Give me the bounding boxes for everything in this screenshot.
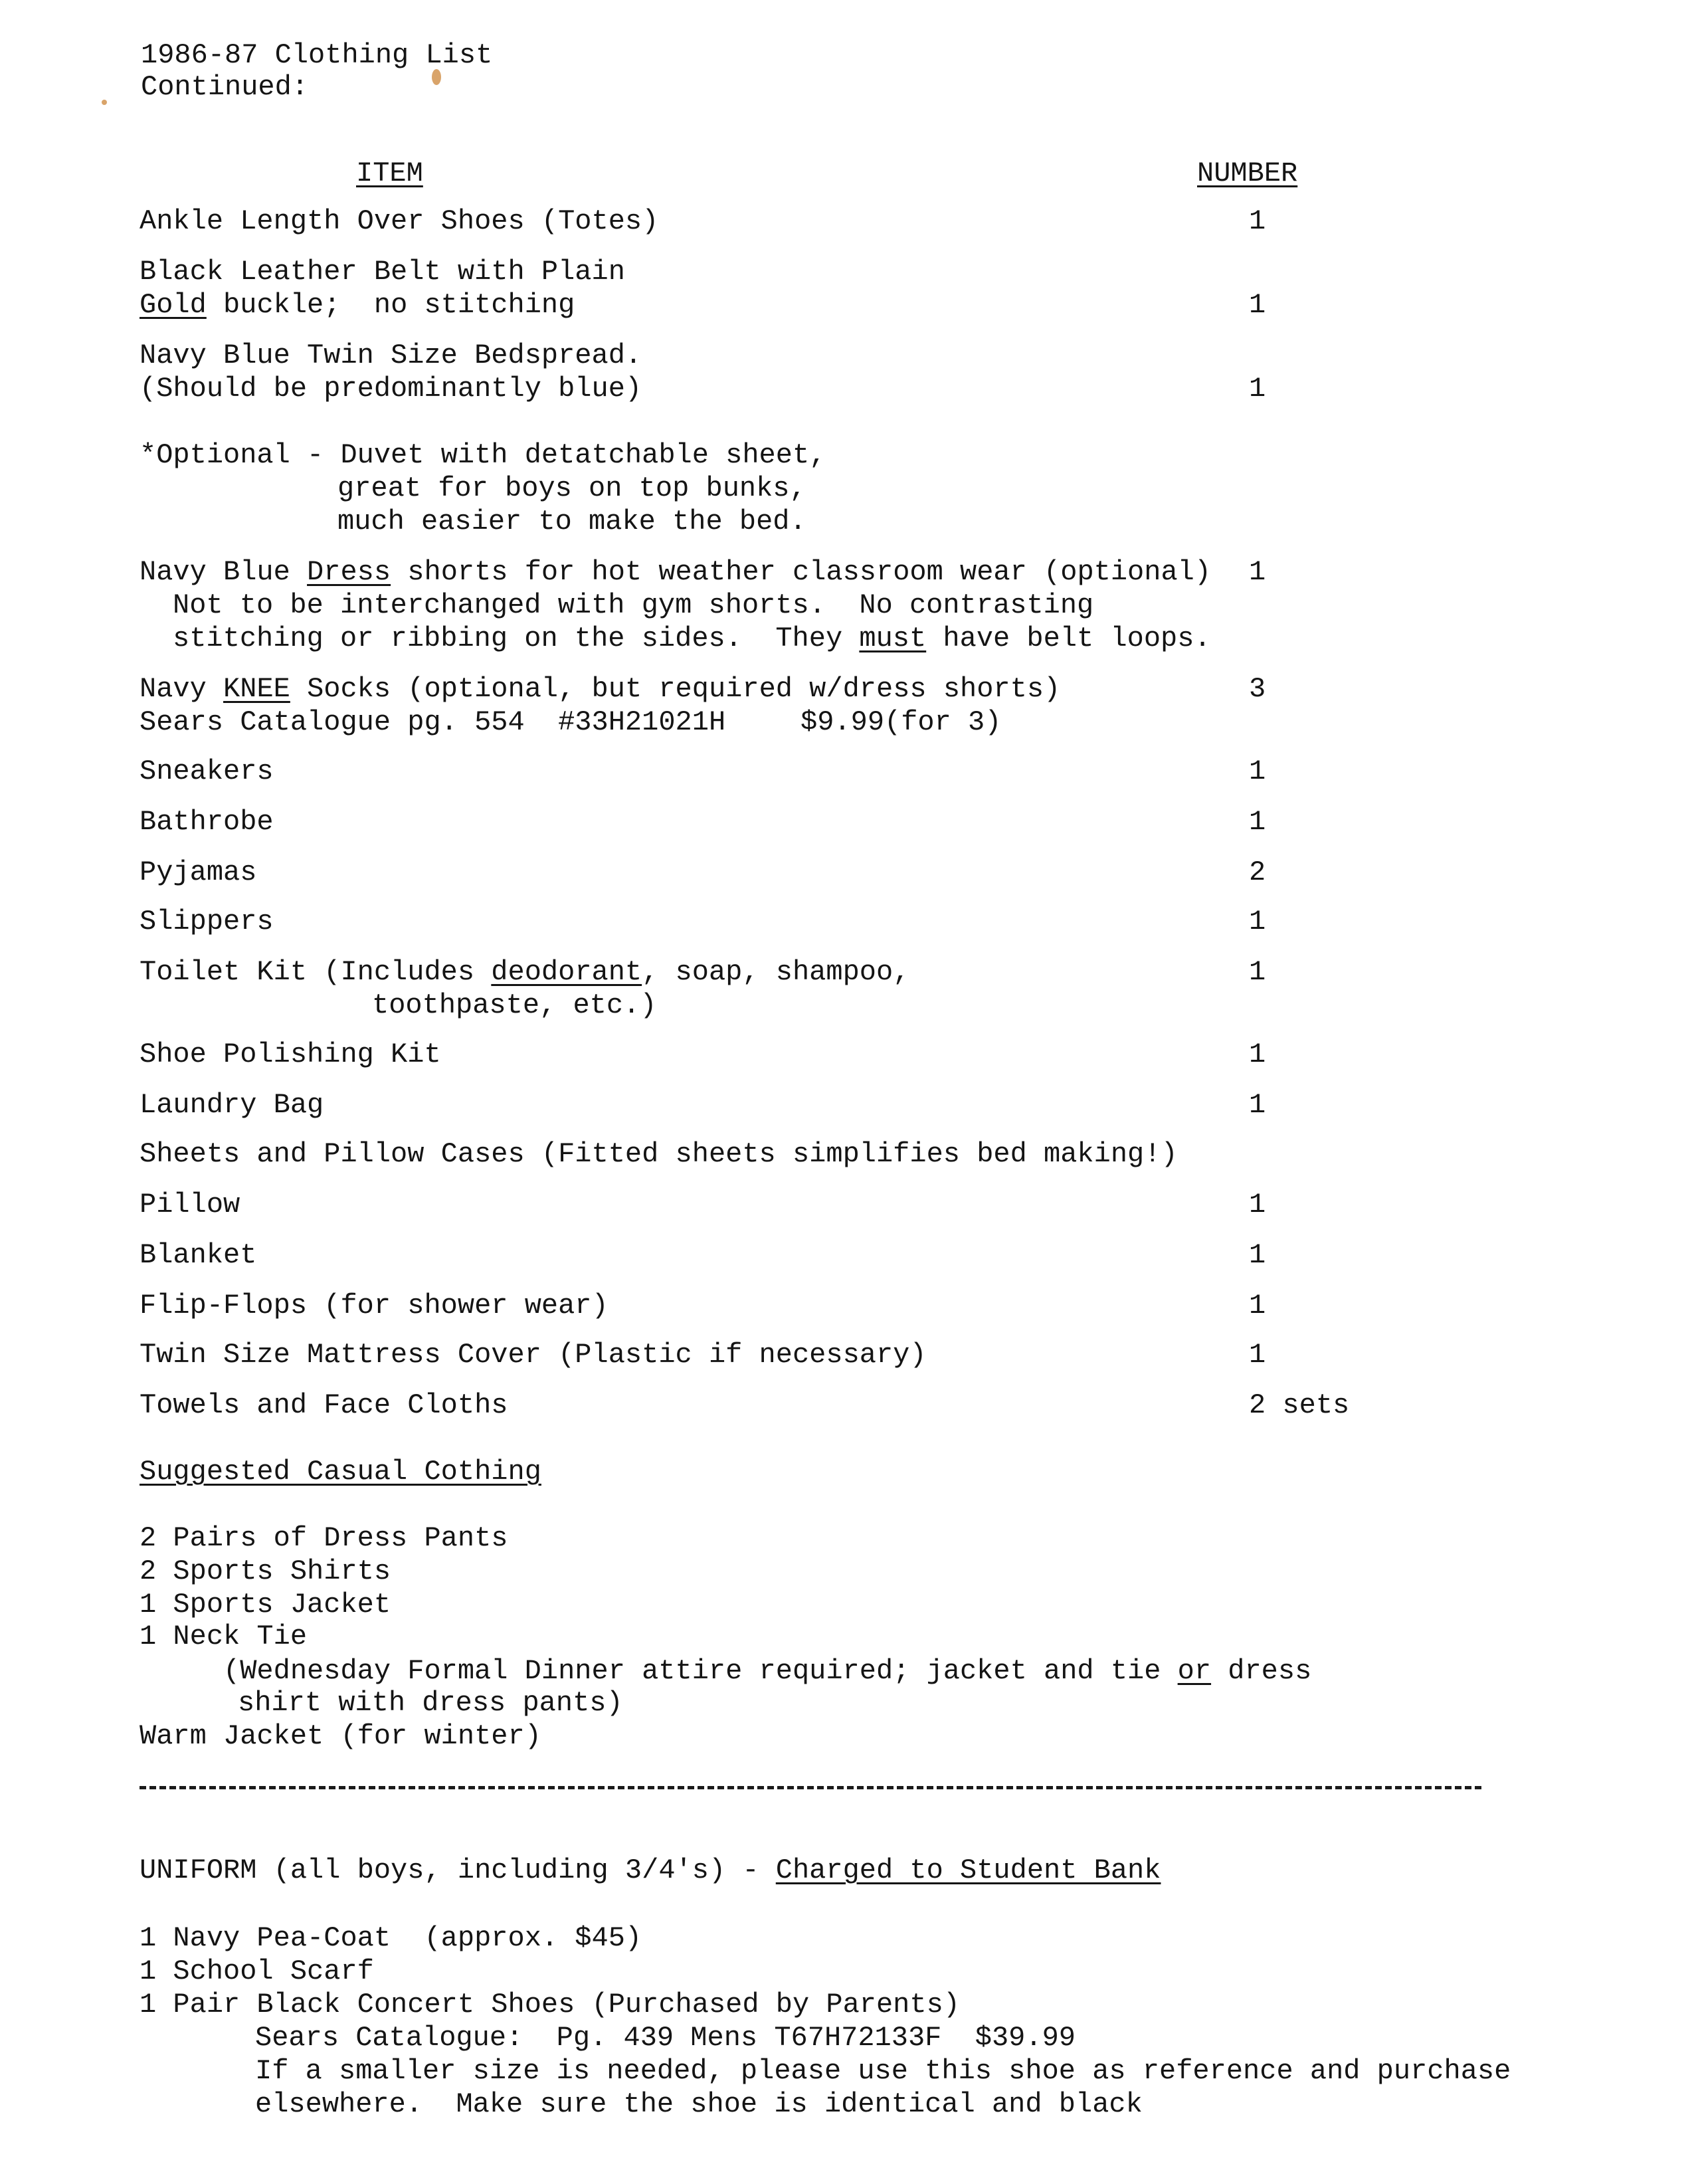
item-label: Ankle Length Over Shoes (Totes) (140, 205, 659, 237)
item-number: 1 (1249, 1239, 1266, 1271)
item-number: 1 (1249, 556, 1266, 588)
uniform-line: 1 Navy Pea-Coat (approx. $45) (140, 1922, 642, 1954)
item-label: Not to be interchanged with gym shorts. No contrasting (173, 589, 1094, 621)
item-label: Toilet Kit (Includes deodorant, soap, shampoo, (140, 956, 910, 988)
casual-note: shirt with dress pants) (238, 1687, 623, 1719)
item-number: 3 (1249, 673, 1266, 705)
item-price: $9.99(for 3) (800, 706, 1002, 738)
item-label: Shoe Polishing Kit (140, 1039, 441, 1070)
uniform-note: If a smaller size is needed, please use this shoe as reference and purchase (255, 2055, 1511, 2087)
item-label: Navy Blue Dress shorts for hot weather classroom wear (optional) (140, 556, 1212, 588)
item-label: Flip-Flops (for shower wear) (140, 1290, 609, 1322)
item-number: 1 (1249, 1189, 1266, 1221)
item-label: Sheets and Pillow Cases (Fitted sheets simplifies bed making!) (140, 1138, 1178, 1170)
item-label: stitching or ribbing on the sides. They must have belt loops. (173, 623, 1211, 654)
item-number: 1 (1249, 755, 1266, 787)
item-label: Navy KNEE Socks (optional, but required w/dress shorts) (140, 673, 1061, 705)
item-number: 1 (1249, 906, 1266, 938)
column-header-number: NUMBER (1197, 157, 1298, 189)
item-label: *Optional - Duvet with detatchable sheet, (140, 439, 826, 471)
item-label: Pillow (140, 1189, 240, 1221)
item-label: much easier to make the bed. (337, 506, 806, 538)
item-number: 1 (1249, 1089, 1266, 1121)
section-heading-uniform: UNIFORM (all boys, including 3/4's) - Charged to Student Bank (140, 1854, 1161, 1886)
item-label: Sneakers (140, 755, 274, 787)
section-divider (140, 1786, 1481, 1789)
item-label: (Should be predominantly blue) (140, 373, 642, 405)
item-number: 1 (1249, 289, 1266, 321)
item-label: Sears Catalogue pg. 554 #33H21021H (140, 706, 726, 738)
uniform-line: 1 School Scarf (140, 1955, 374, 1987)
document-subtitle: Continued: (141, 71, 309, 103)
item-number: 2 (1249, 856, 1266, 888)
item-number: 1 (1249, 1339, 1266, 1371)
column-header-item: ITEM (356, 157, 423, 189)
casual-line: Warm Jacket (for winter) (140, 1720, 541, 1752)
item-label: Bathrobe (140, 806, 274, 838)
item-number: 1 (1249, 806, 1266, 838)
item-label: Laundry Bag (140, 1089, 324, 1121)
casual-note: (Wednesday Formal Dinner attire required; jacket and tie or dress (223, 1655, 1312, 1687)
casual-line: 2 Pairs of Dress Pants (140, 1522, 508, 1554)
casual-line: 1 Sports Jacket (140, 1589, 391, 1621)
item-label: great for boys on top bunks, (337, 472, 806, 504)
item-number: 1 (1249, 1290, 1266, 1322)
uniform-line: 1 Pair Black Concert Shoes (Purchased by Parents) (140, 1989, 961, 2021)
casual-line: 2 Sports Shirts (140, 1555, 391, 1587)
item-label: Blanket (140, 1239, 257, 1271)
document-title: 1986-87 Clothing List (141, 39, 493, 71)
item-label: Gold buckle; no stitching (140, 289, 575, 321)
item-label: Twin Size Mattress Cover (Plastic if necessary) (140, 1339, 927, 1371)
item-label: Navy Blue Twin Size Bedspread. (140, 340, 642, 371)
uniform-note: elsewhere. Make sure the shoe is identical and black (255, 2088, 1143, 2120)
item-number: 1 (1249, 956, 1266, 988)
item-label: Black Leather Belt with Plain (140, 256, 625, 288)
item-number: 2 sets (1249, 1389, 1350, 1421)
item-number: 1 (1249, 1039, 1266, 1070)
section-heading-casual: Suggested Casual Cothing (140, 1456, 541, 1488)
item-label: Towels and Face Cloths (140, 1389, 508, 1421)
casual-line: 1 Neck Tie (140, 1621, 308, 1652)
item-number: 1 (1249, 373, 1266, 405)
stain-mark (102, 100, 107, 105)
item-label: Slippers (140, 906, 274, 938)
uniform-note: Sears Catalogue: Pg. 439 Mens T67H72133F $39.99 (255, 2022, 1076, 2054)
item-label: toothpaste, etc.) (372, 989, 657, 1021)
item-number: 1 (1249, 205, 1266, 237)
item-label: Pyjamas (140, 856, 257, 888)
